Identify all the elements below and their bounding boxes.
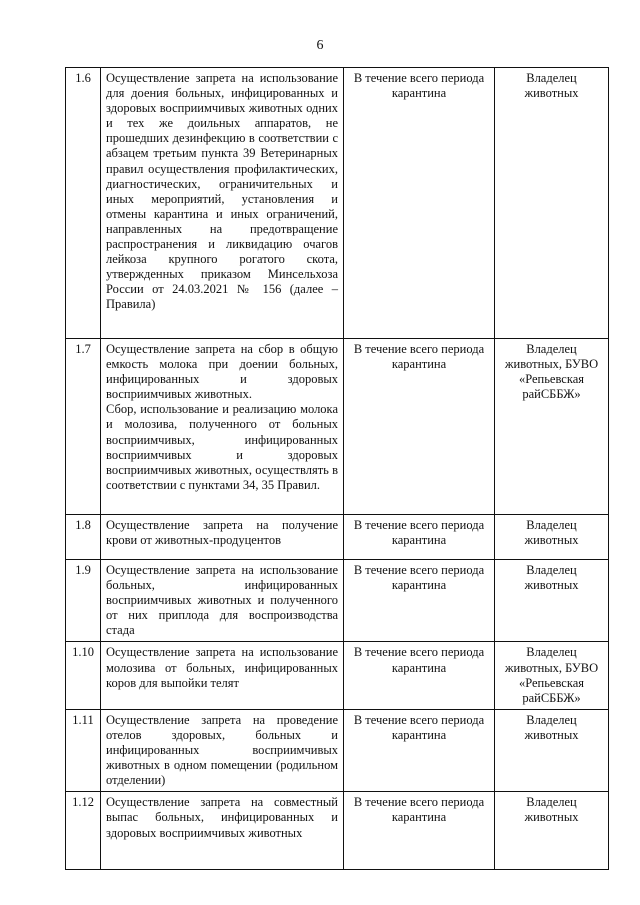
measure-period: В течение всего периода карантина <box>344 560 495 642</box>
measure-responsible: Владелец животных <box>495 792 609 870</box>
measure-period: В течение всего периода карантина <box>344 339 495 515</box>
measure-description <box>101 68 344 339</box>
row-number: 1.10 <box>66 642 101 709</box>
row-number: 1.8 <box>66 515 101 560</box>
description-text: Осуществление запрета на использование для доения больных, инфицированных и здоровых восприимчивых животных одних и тех же доильных аппаратов, не прошедших дезинфекцию в соответствии с абзацем третьим пункта 39 Ветеринарных правил осуществления профилактических, диагностических, ограничительных и иных мероприятий, установления и отмены карантина и иных ограничений, направленных на предотвращение распространения и ликвидацию очагов лейкоза крупного рогатого скота, утвержденных приказом Минсельхоза России от 24.03.2021 № 156 (далее – Правила) <box>106 71 338 312</box>
measure-responsible: Владелец животных <box>495 68 609 339</box>
measure-responsible: Владелец животных, БУВО «Репьевская райСББЖ» <box>495 339 609 515</box>
measure-description <box>101 642 344 709</box>
table-row <box>66 642 609 709</box>
measure-description <box>101 339 344 515</box>
row-number: 1.12 <box>66 792 101 870</box>
measure-responsible: Владелец животных <box>495 560 609 642</box>
measures-table <box>65 67 609 870</box>
table-row <box>66 709 609 791</box>
description-text: Осуществление запрета на проведение отелов здоровых, больных и инфицированных восприимчивых животных в одном помещении (родильном отделении) <box>106 712 338 788</box>
description-text: Осуществление запрета на получение крови от животных-продуцентов <box>106 518 338 548</box>
description-extra: Сбор, использование и реализацию молока и молозива, полученного от больных восприимчивых, инфицированных восприимчивых и здоровых восприимчивых животных, осуществлять в соответствии с пунктами 34, 35 Правил. <box>106 402 338 492</box>
measure-period: В течение всего периода карантина <box>344 642 495 709</box>
measure-description <box>101 709 344 791</box>
measure-responsible: Владелец животных, БУВО «Репьевская райСББЖ» <box>495 642 609 709</box>
measure-period: В течение всего периода карантина <box>344 792 495 870</box>
measure-description <box>101 515 344 560</box>
measure-period: В течение всего периода карантина <box>344 709 495 791</box>
measure-description <box>101 792 344 870</box>
table-row <box>66 515 609 560</box>
page-number: 6 <box>316 38 324 53</box>
row-number: 1.11 <box>66 709 101 791</box>
table-row <box>66 68 609 339</box>
description-text: Осуществление запрета на сбор в общую емкость молока при доении больных, инфицированных и здоровых восприимчивых животных. <box>106 342 338 402</box>
table-row <box>66 792 609 870</box>
measure-description <box>101 560 344 642</box>
description-text: Осуществление запрета на совместный выпас больных, инфицированных и здоровых восприимчивых животных <box>106 795 338 840</box>
measure-responsible: Владелец животных <box>495 515 609 560</box>
measure-responsible: Владелец животных <box>495 709 609 791</box>
description-text: Осуществление запрета на использование молозива от больных, инфицированных коров для выпойки телят <box>106 645 338 690</box>
row-number: 1.6 <box>66 68 101 339</box>
measure-period: В течение всего периода карантина <box>344 68 495 339</box>
description-text: Осуществление запрета на использование больных, инфицированных восприимчивых животных и полученного от них приплода для воспроизводства стада <box>106 563 338 638</box>
row-number: 1.7 <box>66 339 101 515</box>
measure-period: В течение всего периода карантина <box>344 515 495 560</box>
table-row <box>66 560 609 642</box>
table-row <box>66 339 609 515</box>
row-number: 1.9 <box>66 560 101 642</box>
